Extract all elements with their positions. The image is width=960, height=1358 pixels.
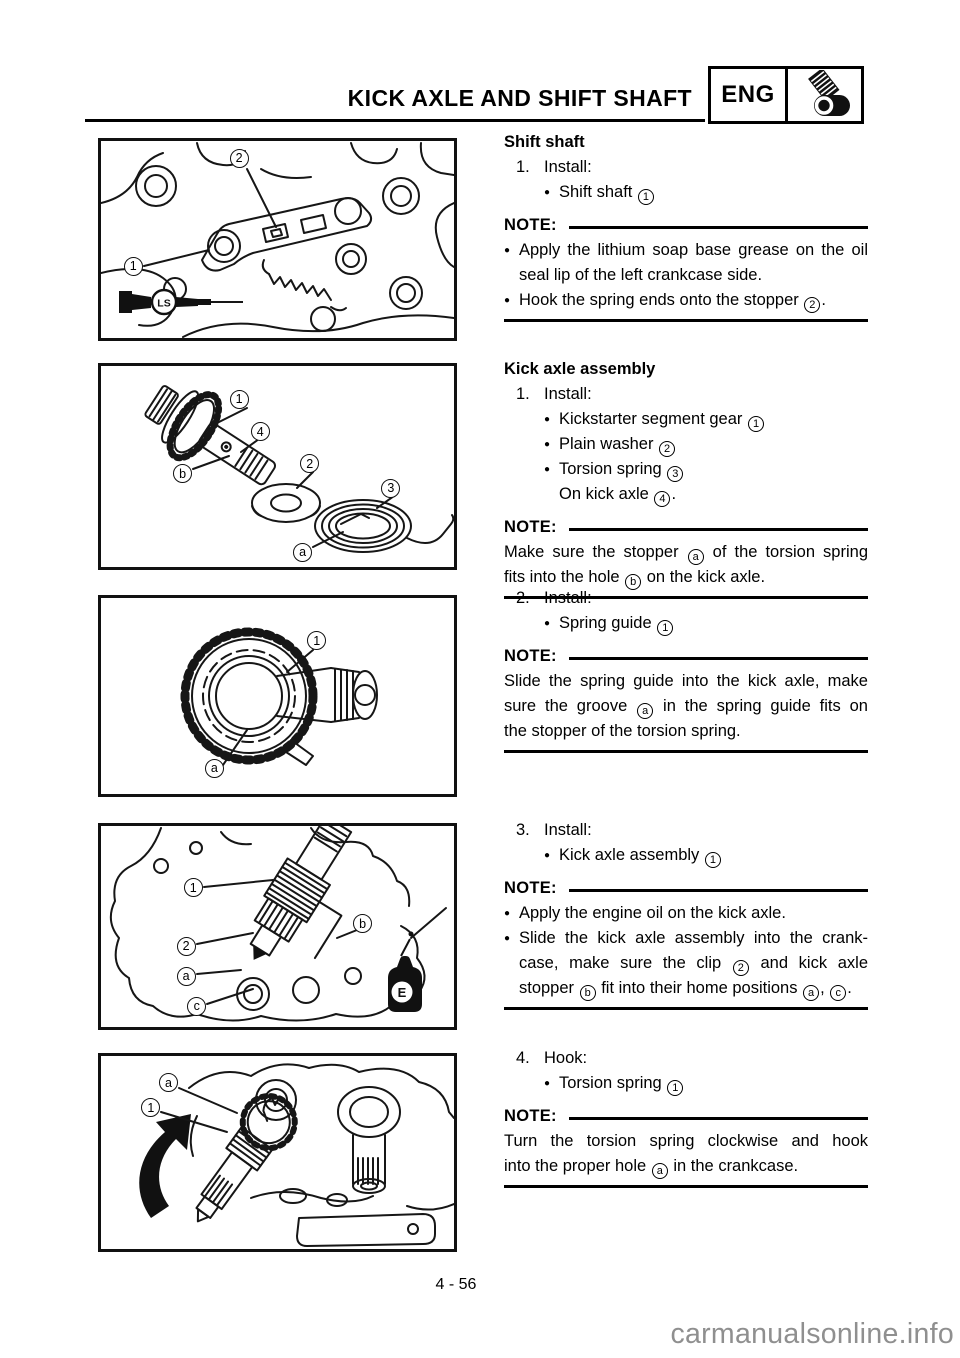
note-bullet-list (504, 238, 868, 313)
text-line: Kickstarter segment gear 1 (559, 407, 868, 432)
circled-ref-1: 1 (705, 852, 721, 868)
note-paragraph (504, 669, 868, 744)
note-label: NOTE: (504, 647, 557, 665)
step-row (504, 382, 868, 407)
text-line: Torsion spring 3 (559, 457, 868, 482)
note-rule (569, 889, 868, 892)
bullet-item (504, 288, 868, 313)
step-row (504, 155, 868, 180)
text-line: Kick axle assembly 1 (559, 843, 868, 868)
bullet-dot: ● (504, 908, 511, 919)
bullet-text (519, 926, 868, 1001)
section-heading: Kick axle assembly (504, 360, 656, 378)
step-row (504, 1046, 868, 1071)
figure-callout-1: 1 (141, 1098, 160, 1117)
bullet-item (504, 901, 868, 926)
note-paragraph (504, 1129, 868, 1179)
figure-callout-4: 4 (251, 422, 270, 441)
oil-grade-label: E (397, 985, 407, 1000)
bullet-text (519, 901, 868, 926)
bullet-item (504, 407, 868, 432)
text-line: Slide the spring guide into the kick axle, make (504, 672, 868, 690)
bullet-item (504, 432, 868, 457)
text-line: Torsion spring 1 (559, 1071, 868, 1096)
figure-illustration (101, 1056, 454, 1249)
step-bullet-list (504, 180, 868, 205)
watermark: carmanualsonline.info (670, 1318, 954, 1350)
bullet-dot: ● (504, 245, 511, 256)
text-line: Shift shaft 1 (559, 180, 868, 205)
bullet-item (504, 926, 868, 1001)
bullet-dot: ● (544, 1078, 551, 1089)
bullet-text (519, 238, 868, 288)
figure-callout-a: a (159, 1073, 178, 1092)
text-line: sure the groove a in the spring guide fits on (504, 694, 868, 719)
page-title: KICK AXLE AND SHIFT SHAFT (347, 85, 692, 111)
text-line: Hook the spring ends onto the stopper 2 . (519, 288, 868, 313)
step-number: 4. (516, 1049, 530, 1067)
step-verb: Hook: (544, 1049, 588, 1067)
note-paragraph (504, 540, 868, 590)
figure-callout-c: c (187, 997, 206, 1016)
step-bullet-list (504, 843, 868, 868)
step-number: 2. (516, 589, 530, 607)
step-number: 1. (516, 158, 530, 176)
grease-ls-label: LS (157, 297, 171, 310)
text-line: seal lip of the left crankcase side. (519, 266, 763, 284)
circled-ref-3: 3 (667, 466, 683, 482)
note-block (504, 213, 868, 322)
figure-callout-1: 1 (307, 631, 326, 650)
figure-kick-axle-exploded (98, 363, 457, 570)
note-label: NOTE: (504, 879, 557, 897)
step-row (504, 818, 868, 843)
circled-ref-a: a (652, 1163, 668, 1179)
figure-illustration (101, 366, 454, 567)
note-header (504, 515, 868, 540)
bullet-dot: ● (544, 464, 551, 475)
text-line: Apply the engine oil on the kick axle. (519, 904, 786, 922)
figure-callout-a: a (293, 543, 312, 562)
step-number: 3. (516, 821, 530, 839)
bullet-dot: ● (544, 618, 551, 629)
section-kick-axle-install (504, 818, 868, 1010)
step-bullet-list (504, 611, 868, 636)
bullet-text (559, 407, 868, 432)
bullet-text (559, 432, 868, 457)
text-line: Spring guide 1 (559, 611, 868, 636)
bullet-dot: ● (544, 850, 551, 861)
text-line: Turn the torsion spring clockwise and hook (504, 1132, 868, 1150)
note-rule (569, 226, 868, 229)
text-line: the stopper of the torsion spring. (504, 722, 741, 740)
circled-ref-a: a (803, 985, 819, 1001)
closing-rule (504, 319, 868, 322)
eng-label: ENG (711, 69, 788, 121)
bullet-text (519, 288, 868, 313)
note-label: NOTE: (504, 518, 557, 536)
circled-ref-a: a (637, 703, 653, 719)
step-continuation (504, 482, 868, 507)
note-rule (569, 657, 868, 660)
figure-illustration (101, 826, 454, 1027)
bullet-dot: ● (504, 933, 511, 944)
note-bullet-list (504, 901, 868, 1001)
step-verb: Install: (544, 589, 592, 607)
bullet-item (504, 1071, 868, 1096)
figure-spring-guide (98, 595, 457, 797)
page-number: 4 - 56 (435, 1276, 477, 1293)
bullet-text (559, 1071, 868, 1096)
circled-ref-2: 2 (804, 297, 820, 313)
figure-callout-1: 1 (124, 257, 143, 276)
engine-icon (788, 69, 861, 121)
figure-callout-2: 2 (230, 149, 249, 168)
text-line: case, make sure the clip 2 and kick axle (519, 951, 868, 976)
section-heading: Shift shaft (504, 133, 585, 151)
note-block (504, 644, 868, 753)
bullet-dot: ● (544, 187, 551, 198)
step-number: 1. (516, 385, 530, 403)
step-bullet-list (504, 1071, 868, 1096)
figure-callout-1: 1 (184, 878, 203, 897)
step-verb: Install: (544, 385, 592, 403)
step-verb: Install: (544, 158, 592, 176)
circled-ref-2: 2 (659, 441, 675, 457)
figure-callout-b: b (353, 914, 372, 933)
figure-callout-1: 1 (230, 390, 249, 409)
circled-ref-1: 1 (667, 1080, 683, 1096)
figure-kick-axle-install (98, 823, 457, 1030)
bullet-item (504, 611, 868, 636)
note-label: NOTE: (504, 216, 557, 234)
bullet-item (504, 843, 868, 868)
note-header (504, 213, 868, 238)
section-kick-axle-assembly (504, 357, 868, 599)
closing-rule (504, 750, 868, 753)
circled-ref-1: 1 (657, 620, 673, 636)
bullet-item (504, 180, 868, 205)
section-spring-guide (504, 586, 868, 753)
circled-ref-1: 1 (748, 416, 764, 432)
figure-callout-2: 2 (177, 937, 196, 956)
note-header (504, 1104, 868, 1129)
note-rule (569, 528, 868, 531)
text-line: Slide the kick axle assembly into the crank- (519, 929, 868, 947)
text-line: stopper b fit into their home positions a , c . (519, 976, 868, 1001)
figure-illustration (101, 141, 454, 338)
note-header (504, 876, 868, 901)
figure-callout-a: a (177, 967, 196, 986)
text-line: Plain washer 2 (559, 432, 868, 457)
figure-shift-shaft (98, 138, 457, 341)
text-line: fits into the hole b on the kick axle. (504, 565, 868, 590)
note-rule (569, 1117, 868, 1120)
closing-rule (504, 1007, 868, 1010)
bullet-dot: ● (544, 439, 551, 450)
eng-section-box (708, 66, 864, 124)
note-block (504, 876, 868, 1010)
circled-ref-2: 2 (733, 960, 749, 976)
circled-ref-4: 4 (654, 491, 670, 507)
section-torsion-spring-hook (504, 1046, 868, 1188)
figure-callout-3: 3 (381, 479, 400, 498)
text-line: into the proper hole a in the crankcase. (504, 1154, 868, 1179)
bullet-dot: ● (504, 295, 511, 306)
circled-ref-1: 1 (638, 189, 654, 205)
figure-callout-a: a (205, 759, 224, 778)
step-row (504, 586, 868, 611)
step-verb: Install: (544, 821, 592, 839)
figure-callout-2: 2 (300, 454, 319, 473)
note-header (504, 644, 868, 669)
circled-ref-c: c (830, 985, 846, 1001)
bullet-item (504, 238, 868, 288)
circled-ref-b: b (580, 985, 596, 1001)
section-shift-shaft (504, 130, 868, 322)
figure-torsion-spring-hook (98, 1053, 457, 1252)
step-bullet-list (504, 407, 868, 482)
figure-illustration (101, 598, 454, 794)
bullet-dot: ● (544, 414, 551, 425)
circled-ref-a: a (688, 549, 704, 565)
note-label: NOTE: (504, 1107, 557, 1125)
note-block (504, 1104, 868, 1188)
text-line: Apply the lithium soap base grease on the oil (519, 241, 868, 259)
figure-callout-b: b (173, 464, 192, 483)
closing-rule (504, 1185, 868, 1188)
circled-ref-b: b (625, 574, 641, 590)
bullet-text (559, 457, 868, 482)
text-line: Make sure the stopper a of the torsion spring (504, 540, 868, 565)
text-line: On kick axle 4 . (559, 482, 868, 507)
title-rule (85, 119, 705, 122)
grease-ls-icon (119, 290, 243, 314)
bullet-text (559, 843, 868, 868)
bullet-item (504, 457, 868, 482)
bullet-text (559, 180, 868, 205)
bullet-text (559, 611, 868, 636)
